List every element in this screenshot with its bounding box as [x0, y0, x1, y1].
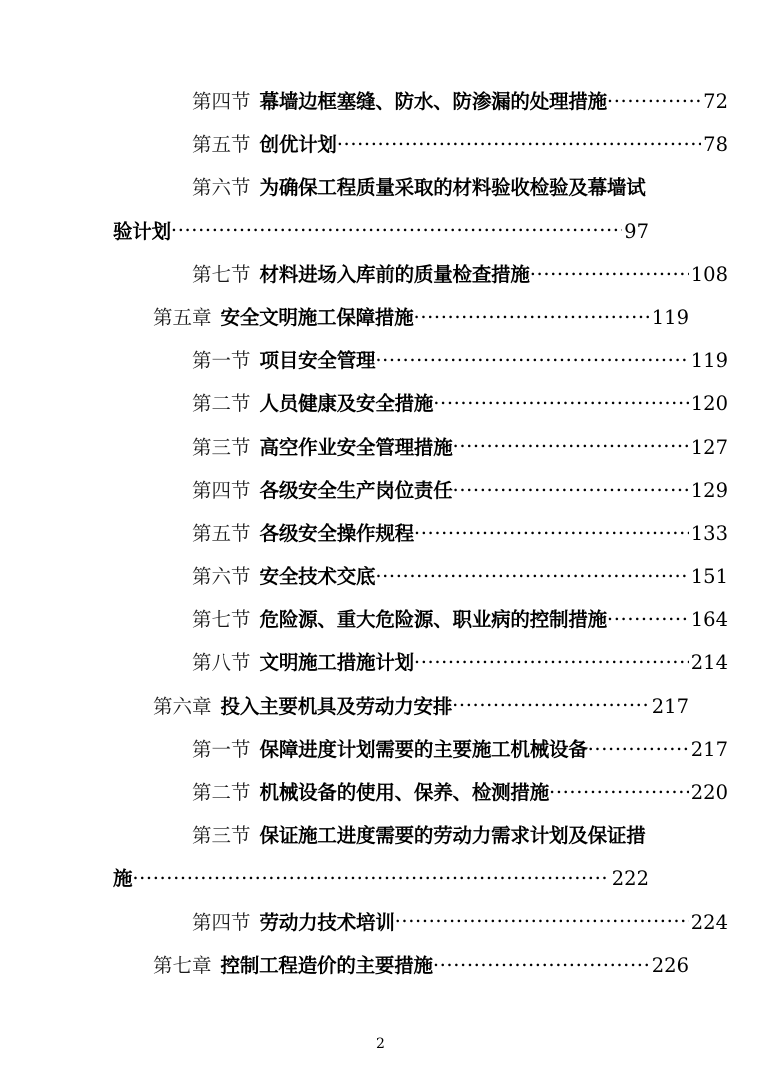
toc-page-number: 97 — [624, 219, 649, 243]
toc-entry[interactable] — [113, 345, 728, 388]
toc-dot-leader — [171, 222, 622, 238]
toc-entry-prefix: 第七节 — [192, 608, 251, 632]
table-of-contents — [113, 86, 728, 993]
toc-entry-title: 高空作业安全管理措施 — [259, 435, 453, 459]
toc-entry-prefix: 第三节 — [192, 435, 251, 459]
toc-entry-title: 文明施工措施计划 — [259, 651, 414, 675]
toc-dot-leader — [433, 394, 689, 410]
toc-entry-line[interactable] — [113, 86, 728, 129]
toc-entry[interactable] — [113, 820, 649, 906]
toc-dot-leader — [549, 783, 689, 799]
toc-entry-line[interactable] — [113, 475, 728, 518]
toc-entry[interactable] — [113, 734, 728, 777]
toc-page-number: 217 — [690, 737, 728, 761]
toc-entry[interactable] — [113, 259, 728, 302]
toc-page-number: 151 — [690, 565, 728, 589]
toc-entry[interactable] — [113, 907, 728, 950]
toc-entry-prefix: 第三节 — [192, 824, 251, 848]
toc-entry-line[interactable] — [113, 518, 728, 561]
toc-entry-prefix: 第七节 — [192, 262, 251, 286]
toc-entry-title: 机械设备的使用、保养、检测措施 — [259, 781, 550, 804]
toc-entry-prefix: 第六节 — [192, 176, 251, 200]
toc-entry[interactable] — [113, 129, 728, 172]
toc-entry-line[interactable] — [113, 432, 728, 475]
toc-entry[interactable] — [113, 432, 728, 475]
toc-entry-prefix: 第五章 — [153, 305, 212, 329]
toc-dot-leader — [433, 956, 650, 972]
toc-dot-leader — [375, 351, 688, 367]
toc-entry-title: 为确保工程质量采取的材料验收检验及幕墙试 — [259, 176, 646, 200]
toc-entry[interactable] — [113, 302, 689, 345]
toc-dot-leader — [607, 610, 689, 626]
toc-entry-prefix: 第一节 — [192, 349, 251, 373]
toc-entry[interactable] — [113, 647, 728, 690]
toc-dot-leader — [395, 913, 689, 929]
toc-entry-prefix: 第七章 — [153, 953, 212, 977]
toc-entry-line[interactable] — [113, 691, 689, 734]
toc-entry-prefix: 第八节 — [192, 651, 251, 675]
toc-page-number: 164 — [690, 608, 728, 632]
toc-entry-prefix: 第四节 — [192, 478, 251, 502]
toc-entry-line[interactable] — [113, 604, 728, 647]
toc-page-number: 127 — [690, 435, 728, 459]
toc-dot-leader — [453, 481, 689, 497]
toc-entry-prefix: 第五节 — [192, 133, 251, 157]
toc-entry[interactable] — [113, 86, 728, 129]
toc-entry-continuation-line[interactable] — [113, 216, 649, 259]
toc-entry-title: 材料进场入库前的质量检查措施 — [259, 262, 530, 286]
toc-entry[interactable] — [113, 172, 649, 258]
toc-page-number: 119 — [651, 305, 689, 329]
toc-dot-leader — [132, 869, 609, 885]
toc-entry-title: 各级安全操作规程 — [259, 521, 414, 545]
toc-entry-prefix: 第六章 — [153, 694, 212, 718]
toc-dot-leader — [414, 308, 650, 324]
toc-entry[interactable] — [113, 388, 728, 431]
toc-entry-title: 控制工程造价的主要措施 — [220, 953, 433, 977]
toc-entry-title-continuation: 施 — [113, 867, 133, 891]
toc-entry-line[interactable] — [113, 345, 728, 388]
toc-entry[interactable] — [113, 777, 728, 820]
toc-entry-line[interactable] — [113, 388, 728, 431]
toc-page-number: 129 — [690, 478, 728, 502]
toc-dot-leader — [452, 697, 650, 713]
toc-entry-title: 保证施工进度需要的劳动力需求计划及保证措 — [259, 824, 646, 848]
toc-entry[interactable] — [113, 475, 728, 518]
toc-dot-leader — [453, 438, 689, 454]
toc-entry-prefix: 第二节 — [192, 781, 251, 804]
toc-entry[interactable] — [113, 950, 689, 993]
toc-entry-line[interactable] — [113, 647, 728, 690]
toc-page-number: 108 — [690, 262, 728, 286]
toc-page-number: 217 — [651, 694, 689, 718]
toc-page-number: 120 — [690, 392, 728, 416]
toc-entry[interactable] — [113, 691, 689, 734]
toc-entry[interactable] — [113, 518, 728, 561]
toc-entry-line[interactable] — [113, 820, 728, 863]
toc-entry-title: 安全技术交底 — [259, 565, 376, 589]
toc-entry-line[interactable] — [113, 302, 689, 345]
toc-page-number: 78 — [703, 133, 728, 157]
toc-entry-title: 保障进度计划需要的主要施工机械设备 — [259, 737, 588, 761]
toc-entry-title: 投入主要机具及劳动力安排 — [220, 694, 453, 718]
toc-dot-leader — [588, 740, 689, 756]
toc-entry-continuation-line[interactable] — [113, 863, 649, 906]
toc-entry-title: 安全文明施工保障措施 — [220, 305, 414, 329]
toc-page-number: 222 — [611, 867, 649, 891]
toc-entry-prefix: 第四节 — [192, 910, 251, 934]
toc-page-number: 224 — [690, 910, 728, 934]
toc-entry-title: 项目安全管理 — [259, 349, 376, 373]
toc-page-number: 214 — [690, 651, 728, 675]
toc-entry-prefix: 第二节 — [192, 392, 251, 416]
toc-dot-leader — [375, 567, 688, 583]
toc-entry-line[interactable] — [113, 172, 728, 215]
toc-entry-title: 劳动力技术培训 — [259, 910, 395, 934]
toc-entry-prefix: 第一节 — [192, 737, 251, 761]
toc-entry-line[interactable] — [113, 129, 728, 172]
toc-page-number: 72 — [703, 90, 728, 113]
toc-entry-title: 幕墙边框塞缝、防水、防渗漏的处理措施 — [259, 90, 607, 113]
toc-entry-title: 危险源、重大危险源、职业病的控制措施 — [259, 608, 607, 632]
toc-entry-title: 创优计划 — [259, 133, 337, 157]
toc-entry-title: 各级安全生产岗位责任 — [259, 478, 453, 502]
toc-dot-leader — [414, 524, 689, 540]
toc-entry-prefix: 第五节 — [192, 521, 251, 545]
toc-entry-line[interactable] — [113, 734, 728, 777]
toc-entry[interactable] — [113, 604, 728, 647]
toc-dot-leader — [414, 653, 689, 669]
toc-page-number: 220 — [690, 781, 728, 804]
toc-entry-line[interactable] — [113, 777, 728, 820]
toc-entry-line[interactable] — [113, 907, 728, 950]
toc-entry-prefix: 第四节 — [192, 90, 251, 113]
toc-entry-line[interactable] — [113, 950, 689, 993]
toc-entry[interactable] — [113, 561, 728, 604]
toc-entry-prefix: 第六节 — [192, 565, 251, 589]
page-number-footer: 2 — [376, 1036, 385, 1052]
toc-page-number: 226 — [651, 953, 689, 977]
toc-page-number: 133 — [690, 521, 728, 545]
toc-entry-line[interactable] — [113, 561, 728, 604]
toc-entry-title-continuation: 验计划 — [113, 219, 171, 243]
toc-page-number: 119 — [690, 349, 728, 373]
toc-dot-leader — [607, 92, 701, 108]
toc-dot-leader — [530, 265, 689, 281]
toc-entry-title: 人员健康及安全措施 — [259, 392, 434, 416]
toc-entry-line[interactable] — [113, 259, 728, 302]
toc-dot-leader — [337, 135, 701, 151]
